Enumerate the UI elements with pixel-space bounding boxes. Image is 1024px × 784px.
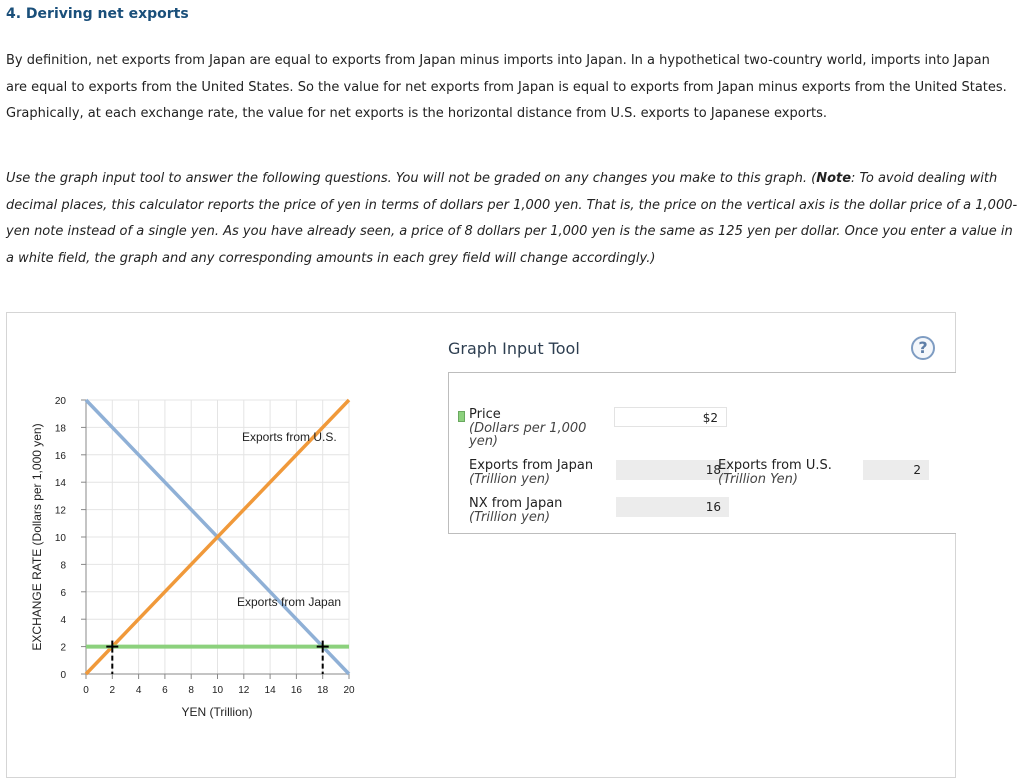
y-tick-label: 6 <box>60 587 66 599</box>
y-tick-label: 20 <box>54 396 66 407</box>
us-exports-field-label <box>718 459 868 486</box>
graph-panel <box>6 312 956 778</box>
us-exports-field-text: Exports from U.S. <box>718 458 832 473</box>
x-tick-label: 6 <box>162 685 168 696</box>
x-tick-label: 20 <box>343 685 355 696</box>
price-label <box>469 408 619 448</box>
us-exports-label: Exports from U.S. <box>242 430 337 444</box>
japan-exports-field-text: Exports from Japan <box>469 458 594 473</box>
instructions-paragraph <box>6 166 1018 272</box>
y-tick-label: 2 <box>60 642 66 654</box>
y-tick-label: 16 <box>54 450 66 462</box>
help-icon[interactable]: ? <box>911 336 935 360</box>
instructions-note: Note <box>816 171 852 186</box>
x-tick-label: 2 <box>109 685 116 696</box>
instructions-text-before: Use the graph input tool to answer the following questions. You will not be graded on any changes you make to this graph. ( <box>6 171 817 186</box>
x-tick-label: 10 <box>211 685 224 696</box>
y-tick-label: 12 <box>54 505 66 517</box>
x-tick-label: 16 <box>290 685 302 696</box>
x-tick-label: 8 <box>188 685 194 696</box>
japan-exports-field-label <box>469 459 619 486</box>
price-legend-swatch <box>458 411 465 422</box>
x-tick-label: 4 <box>135 685 142 696</box>
x-tick-label: 14 <box>264 685 276 696</box>
question-title: 4. Deriving net exports <box>6 6 189 22</box>
japan-exports-unit: (Trillion yen) <box>469 472 551 487</box>
x-axis-title: YEN (Trillion) <box>181 705 253 719</box>
graph-input-tool-title: Graph Input Tool <box>448 339 580 358</box>
x-tick-label: 0 <box>83 685 89 696</box>
y-tick-label: 0 <box>60 670 66 681</box>
us-exports-unit: (Trillion Yen) <box>718 472 798 487</box>
y-tick-label: 14 <box>54 478 66 490</box>
y-axis-title: EXCHANGE RATE (Dollars per 1,000 yen) <box>30 423 44 651</box>
nx-field-label <box>469 497 619 524</box>
nx-unit: (Trillion yen) <box>469 510 551 525</box>
y-tick-label: 8 <box>60 560 66 572</box>
price-unit: (Dollars per 1,000 yen) <box>469 421 587 449</box>
intro-paragraph: By definition, net exports from Japan are equal to exports from Japan minus imports into Japan. In a hypothetical two-country world, imports into Japan are equal to exports from the United States. So the value for net exports from Japan is equal to exports from Japan minus exports from the United States. Graphically, at each exchange rate, the value for net exports is the horizontal distance from U.S. exports to Japanese exports. <box>6 53 1007 121</box>
nx-field-text: NX from Japan <box>469 496 563 511</box>
graph-input-tool <box>448 372 956 534</box>
us-exports-value: 2 <box>863 460 929 480</box>
japan-exports-label: Exports from Japan <box>237 595 342 609</box>
y-tick-label: 4 <box>60 615 66 627</box>
instructions-text-after: : To avoid dealing with decimal places, this calculator reports the price of yen in terms of dollars per 1,000 yen. That is, the price on the vertical axis is the dollar price of a 1,000-yen note instead of a single yen. As you have already seen, a price of 8 dollars per 1,000 yen is the same as 125 yen per dollar. Once you enter a value in a white field, the graph and any corresponding amounts in each grey field will change accordingly.) <box>6 171 1018 266</box>
nx-value: 16 <box>616 497 729 517</box>
price-label-text: Price <box>469 407 501 422</box>
price-input[interactable]: $2 <box>614 407 727 427</box>
y-tick-label: 10 <box>54 533 66 544</box>
japan-exports-value: 18 <box>616 460 729 480</box>
x-tick-label: 18 <box>317 685 329 696</box>
y-tick-label: 18 <box>54 423 66 435</box>
exchange-rate-graph[interactable] <box>7 313 447 779</box>
x-tick-label: 12 <box>238 685 250 696</box>
